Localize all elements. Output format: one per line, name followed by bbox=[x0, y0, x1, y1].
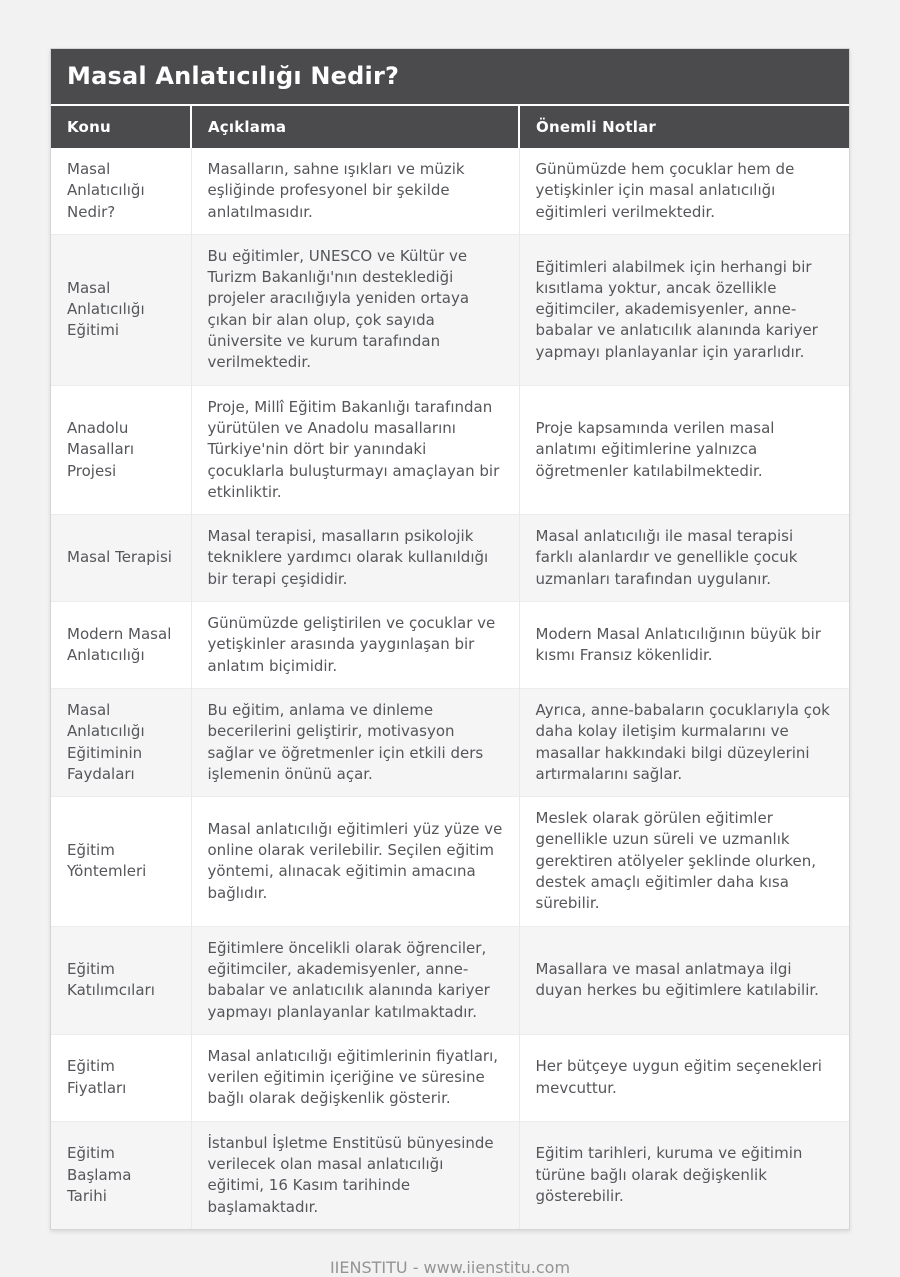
description-cell: Proje, Millî Eğitim Bakanlığı tarafından yürütülen ve Anadolu masallarını Türkiye'nin dört bir yanındaki çocuklarla buluşturmayı amaçlayan bir etkinliktir. bbox=[191, 385, 519, 514]
topic-cell: Masal Anlatıcılığı Eğitimi bbox=[51, 234, 191, 385]
description-cell: İstanbul İşletme Enstitüsü bünyesinde verilecek olan masal anlatıcılığı eğitimi, 16 Kasım tarihinde başlamaktadır. bbox=[191, 1121, 519, 1229]
description-cell: Günümüzde geliştirilen ve çocuklar ve yetişkinler arasında yaygınlaşan bir anlatım biçimidir. bbox=[191, 602, 519, 689]
topic-cell: Eğitim Başlama Tarihi bbox=[51, 1121, 191, 1229]
table-body bbox=[51, 148, 849, 1229]
page-title: Masal Anlatıcılığı Nedir? bbox=[51, 49, 849, 106]
notes-cell: Eğitimleri alabilmek için herhangi bir kısıtlama yoktur, ancak özellikle eğitimciler, akademisyenler, anne-babalar ve anlatıcılık alanında kariyer yapmayı planlayanlar için yararlıdır. bbox=[519, 234, 849, 385]
description-cell: Eğitimlere öncelikli olarak öğrenciler, eğitimciler, akademisyenler, anne-babalar ve anlatıcılık alanında kariyer yapmayı planlayanlar katılmaktadır. bbox=[191, 926, 519, 1034]
table-row bbox=[51, 602, 849, 689]
notes-cell: Her bütçeye uygun eğitim seçenekleri mevcuttur. bbox=[519, 1034, 849, 1121]
topic-cell: Eğitim Katılımcıları bbox=[51, 926, 191, 1034]
description-cell: Masal anlatıcılığı eğitimlerinin fiyatları, verilen eğitimin içeriğine ve süresine bağlı olarak değişkenlik gösterir. bbox=[191, 1034, 519, 1121]
table-row bbox=[51, 926, 849, 1034]
notes-cell: Ayrıca, anne-babaların çocuklarıyla çok daha kolay iletişim kurmalarını ve masallar hakkındaki bilgi düzeylerini artırmalarını sağlar. bbox=[519, 688, 849, 796]
table-header bbox=[51, 106, 849, 148]
topic-cell: Eğitim Yöntemleri bbox=[51, 797, 191, 926]
footer-credit: IIENSTITU - www.iienstitu.com bbox=[329, 1257, 571, 1277]
description-cell: Masalların, sahne ışıkları ve müzik eşliğinde profesyonel bir şekilde anlatılmasıdır. bbox=[191, 148, 519, 234]
content-card bbox=[50, 48, 850, 1230]
description-cell: Masal terapisi, masalların psikolojik tekniklere yardımcı olarak kullanıldığı bir terapi çeşididir. bbox=[191, 515, 519, 602]
topic-cell: Eğitim Fiyatları bbox=[51, 1034, 191, 1121]
description-cell: Bu eğitimler, UNESCO ve Kültür ve Turizm Bakanlığı'nın desteklediği projeler aracılığıyla yeniden ortaya çıkan bir alan olup, çok sayıda üniversite ve kurum tarafından verilmektedir. bbox=[191, 234, 519, 385]
table-row bbox=[51, 688, 849, 796]
notes-cell: Günümüzde hem çocuklar hem de yetişkinler için masal anlatıcılığı eğitimleri verilmektedir. bbox=[519, 148, 849, 234]
topic-cell: Masal Anlatıcılığı Nedir? bbox=[67, 160, 145, 221]
topic-cell: Masal Anlatıcılığı Eğitiminin Faydaları bbox=[51, 688, 191, 796]
info-table bbox=[51, 106, 849, 1229]
notes-cell: Meslek olarak görülen eğitimler genellikle uzun süreli ve uzmanlık gerektiren atölyeler şeklinde olurken, destek amaçlı eğitimler daha kısa sürebilir. bbox=[519, 797, 849, 926]
table-row bbox=[51, 385, 849, 514]
notes-cell: Modern Masal Anlatıcılığının büyük bir kısmı Fransız kökenlidir. bbox=[519, 602, 849, 689]
topic-cell: Masal Terapisi bbox=[51, 515, 191, 602]
table-row bbox=[51, 1034, 849, 1121]
table-row bbox=[51, 234, 849, 385]
table-row bbox=[51, 148, 849, 234]
column-header-konu: Konu bbox=[51, 106, 191, 148]
topic-cell: Modern Masal Anlatıcılığı bbox=[51, 602, 191, 689]
topic-cell: Anadolu Masalları Projesi bbox=[51, 385, 191, 514]
column-header-onemli-notlar: Önemli Notlar bbox=[519, 106, 849, 148]
notes-cell: Masal anlatıcılığı ile masal terapisi farklı alanlardır ve genellikle çocuk uzmanları tarafından uygulanır. bbox=[519, 515, 849, 602]
column-header-aciklama: Açıklama bbox=[191, 106, 519, 148]
table-row bbox=[51, 1121, 849, 1229]
notes-cell: Masallara ve masal anlatmaya ilgi duyan herkes bu eğitimlere katılabilir. bbox=[519, 926, 849, 1034]
table-header-row bbox=[51, 106, 849, 148]
notes-cell: Eğitim tarihleri, kuruma ve eğitimin türüne bağlı olarak değişkenlik gösterebilir. bbox=[519, 1121, 849, 1229]
table-row bbox=[51, 515, 849, 602]
table-row bbox=[51, 797, 849, 926]
notes-cell: Proje kapsamında verilen masal anlatımı eğitimlerine yalnızca öğretmenler katılabilmektedir. bbox=[519, 385, 849, 514]
description-cell: Bu eğitim, anlama ve dinleme becerilerini geliştirir, motivasyon sağlar ve öğretmenler için etkili ders işlemenin önünü açar. bbox=[191, 688, 519, 796]
description-cell: Masal anlatıcılığı eğitimleri yüz yüze ve online olarak verilebilir. Seçilen eğitim yöntemi, alınacak eğitimin amacına bağlıdır. bbox=[191, 797, 519, 926]
